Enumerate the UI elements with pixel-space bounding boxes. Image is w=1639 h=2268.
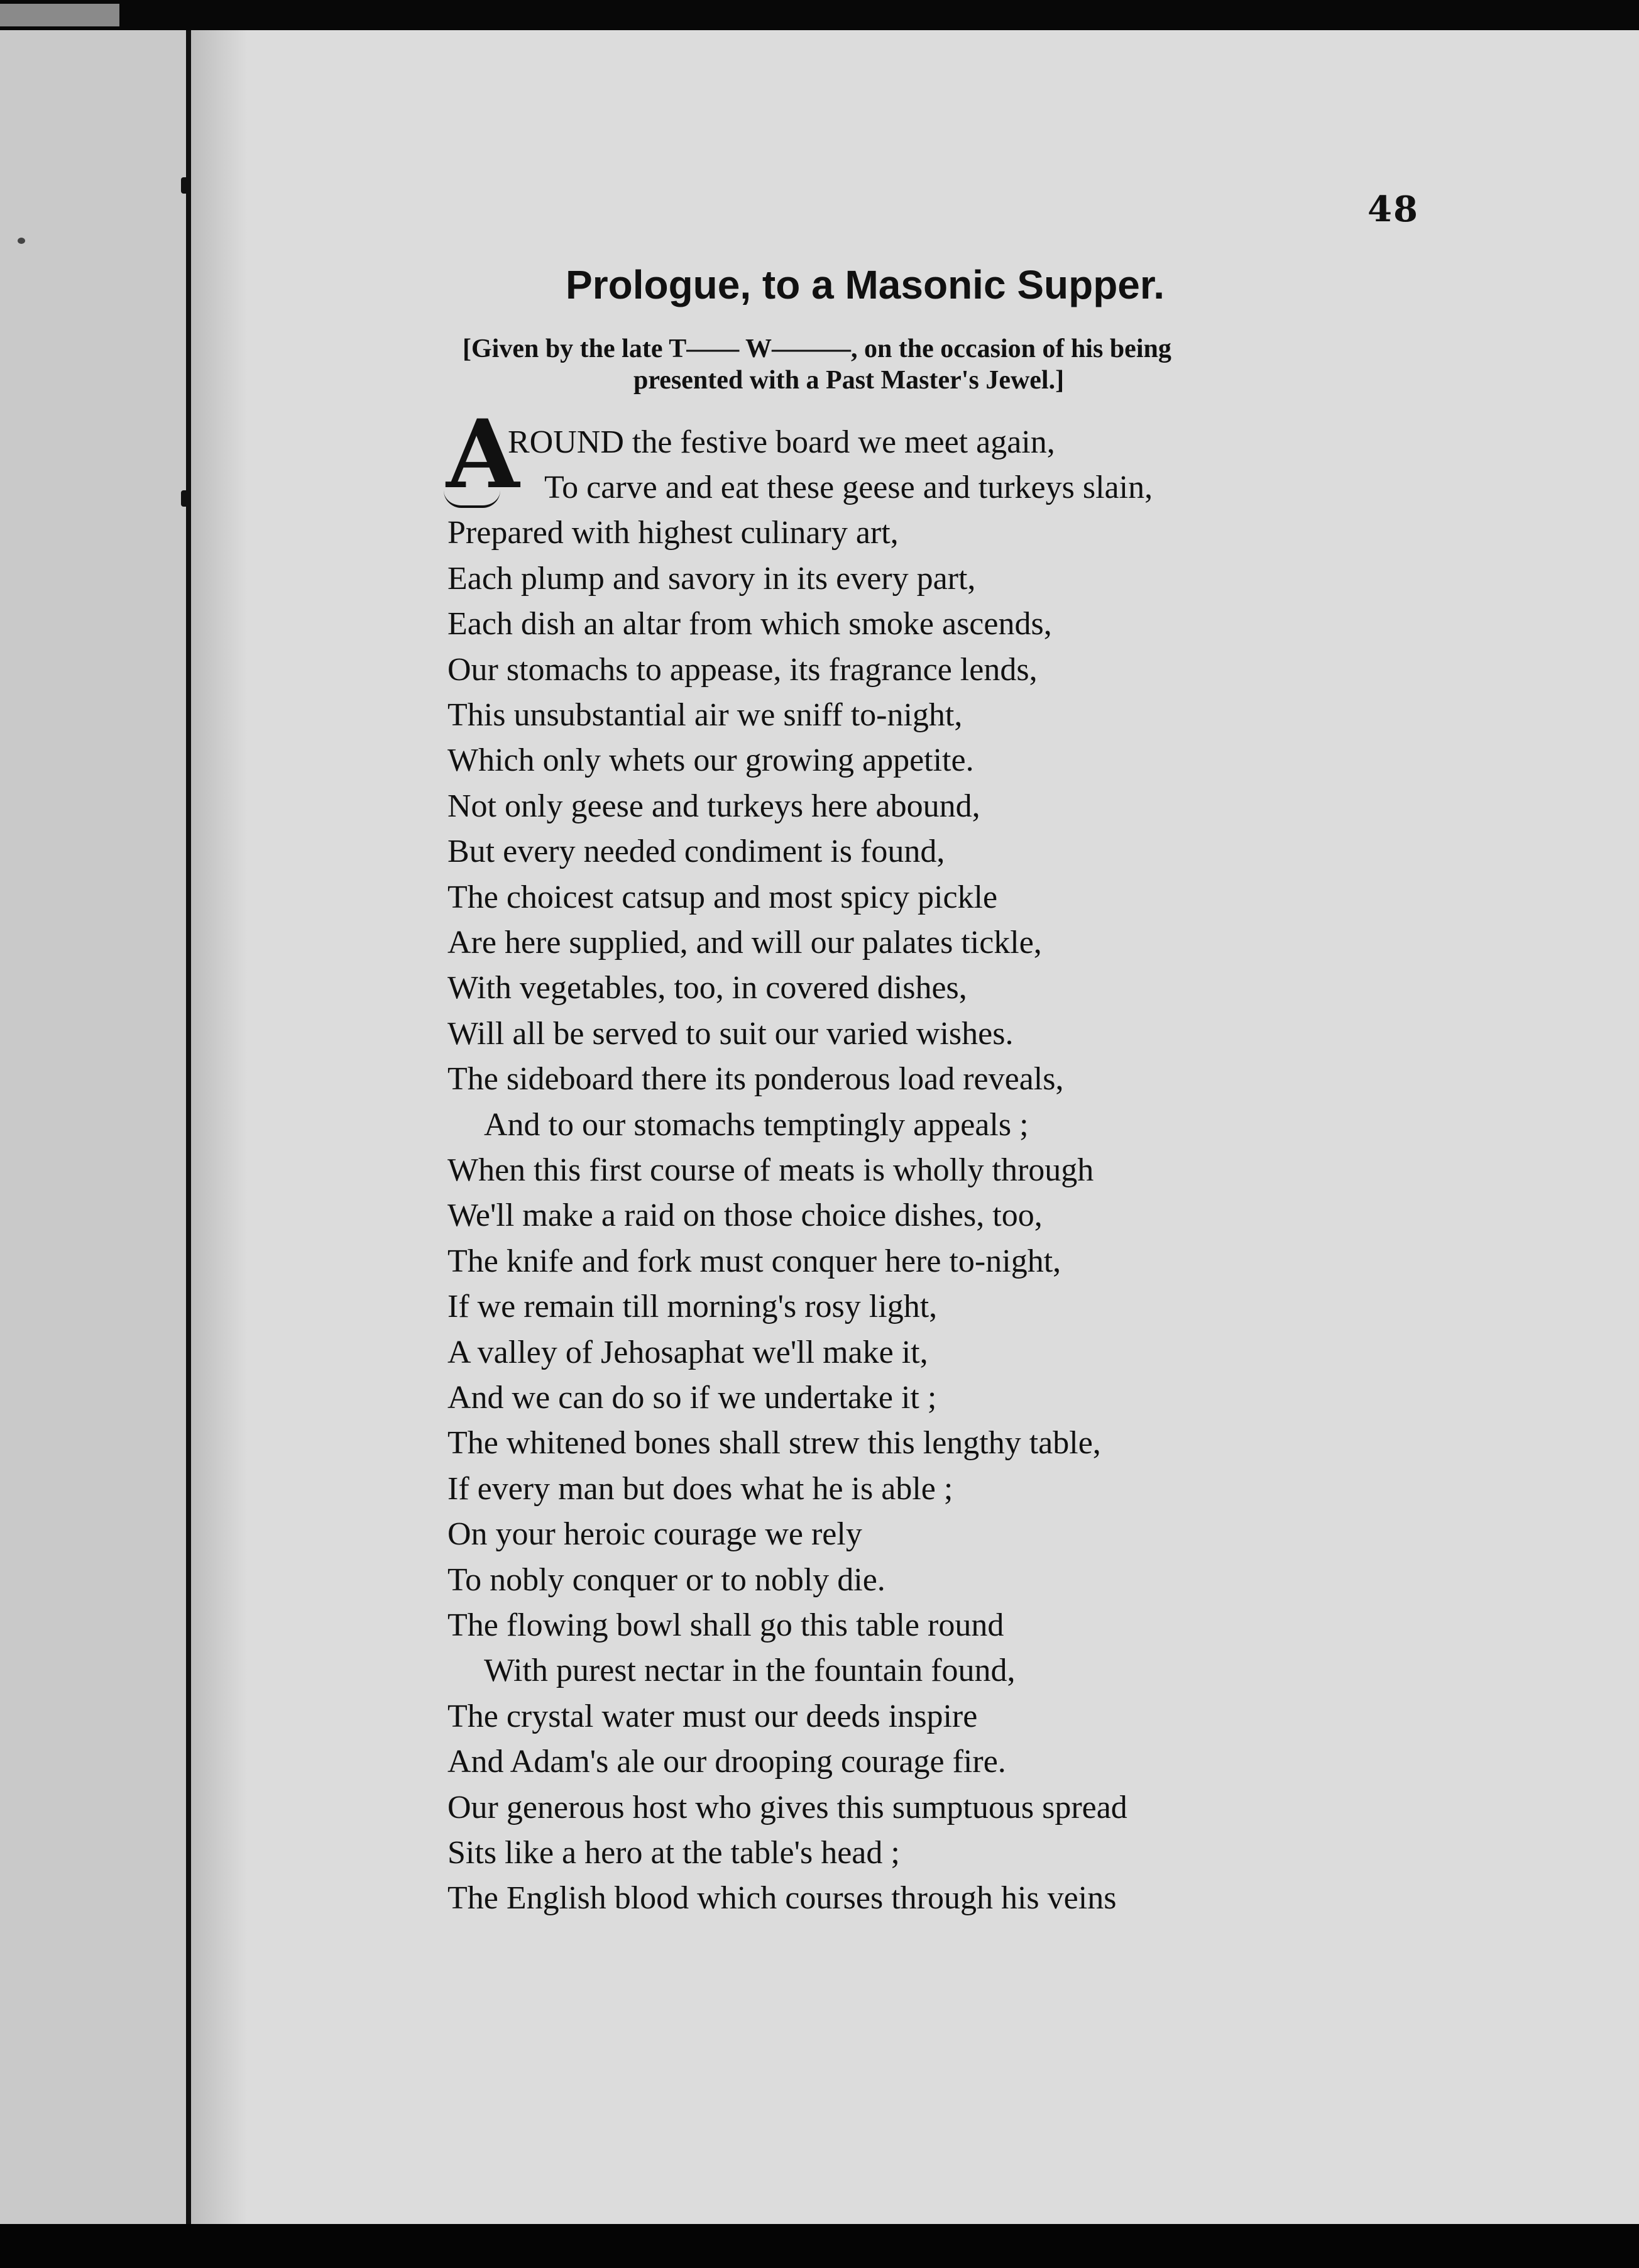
poem-line: If we remain till morning's rosy light, <box>447 1289 938 1324</box>
poem-line: With vegetables, too, in covered dishes, <box>447 970 967 1006</box>
subtitle-line: [Given by the late T—— W———, on the occasion of his being <box>463 334 1171 363</box>
subtitle-line: presented with a Past Master's Jewel.] <box>633 366 1065 395</box>
poem-line: A valley of Jehosaphat we'll make it, <box>447 1335 928 1370</box>
poem-line: To carve and eat these geese and turkeys slain, <box>544 470 1153 505</box>
poem-line: Will all be served to suit our varied wishes. <box>447 1016 1014 1052</box>
poem-line: The knife and fork must conquer here to-night, <box>447 1243 1061 1279</box>
book-gutter <box>186 30 191 2224</box>
poem-line: The whitened bones shall strew this lengthy table, <box>447 1425 1101 1461</box>
poem-line: On your heroic courage we rely <box>447 1516 862 1552</box>
poem-line: The choicest catsup and most spicy pickle <box>447 879 998 915</box>
page-curl-shadow <box>191 30 248 2224</box>
poem-line: And we can do so if we undertake it ; <box>447 1380 937 1416</box>
drop-cap: A <box>446 399 520 510</box>
poem-line: If every man but does what he is able ; <box>447 1471 953 1507</box>
poem-line: Not only geese and turkeys here abound, <box>447 788 980 824</box>
poem-line: Each plump and savory in its every part, <box>447 561 976 597</box>
poem-line: The flowing bowl shall go this table round <box>447 1607 1004 1643</box>
poem-line: The crystal water must our deeds inspire <box>447 1698 978 1734</box>
poem-line: And to our stomachs temptingly appeals ; <box>484 1107 1029 1143</box>
poem-line: Prepared with highest culinary art, <box>447 515 899 551</box>
drop-cap-flourish <box>444 490 500 508</box>
poem-line: When this first course of meats is wholly through <box>447 1152 1094 1188</box>
poem-line: With purest nectar in the fountain found, <box>484 1653 1016 1688</box>
poem-line: The English blood which courses through his veins <box>447 1880 1117 1916</box>
poem-line: Which only whets our growing appetite. <box>447 742 974 778</box>
poem-line: But every needed condiment is found, <box>447 834 945 869</box>
poem-line: Sits like a hero at the table's head ; <box>447 1835 900 1871</box>
page-number: 48 <box>1368 189 1419 230</box>
poem-line: This unsubstantial air we sniff to-night, <box>447 697 963 733</box>
poem-line: We'll make a raid on those choice dishes, too, <box>447 1197 1043 1233</box>
facing-page-edge <box>0 30 189 2224</box>
subtitle <box>463 333 1380 396</box>
poem-line: ROUND the festive board we meet again, <box>508 424 1055 460</box>
ink-smudge <box>18 238 25 244</box>
poem-line: Our generous host who gives this sumptuous spread <box>447 1790 1127 1825</box>
scan-top-edge <box>0 4 119 26</box>
scan-top-border <box>0 0 1639 30</box>
poem-line: Are here supplied, and will our palates tickle, <box>447 925 1042 961</box>
poem-line: Each dish an altar from which smoke ascends, <box>447 606 1052 642</box>
poem-line: And Adam's ale our drooping courage fire. <box>447 1744 1006 1780</box>
poem-line: Our stomachs to appease, its fragrance lends, <box>447 652 1038 688</box>
poem-line: The sideboard there its ponderous load reveals, <box>447 1061 1064 1097</box>
poem-line: To nobly conquer or to nobly die. <box>447 1562 885 1598</box>
scan-bottom-border <box>0 2224 1639 2268</box>
page-title: Prologue, to a Masonic Supper. <box>566 262 1165 307</box>
